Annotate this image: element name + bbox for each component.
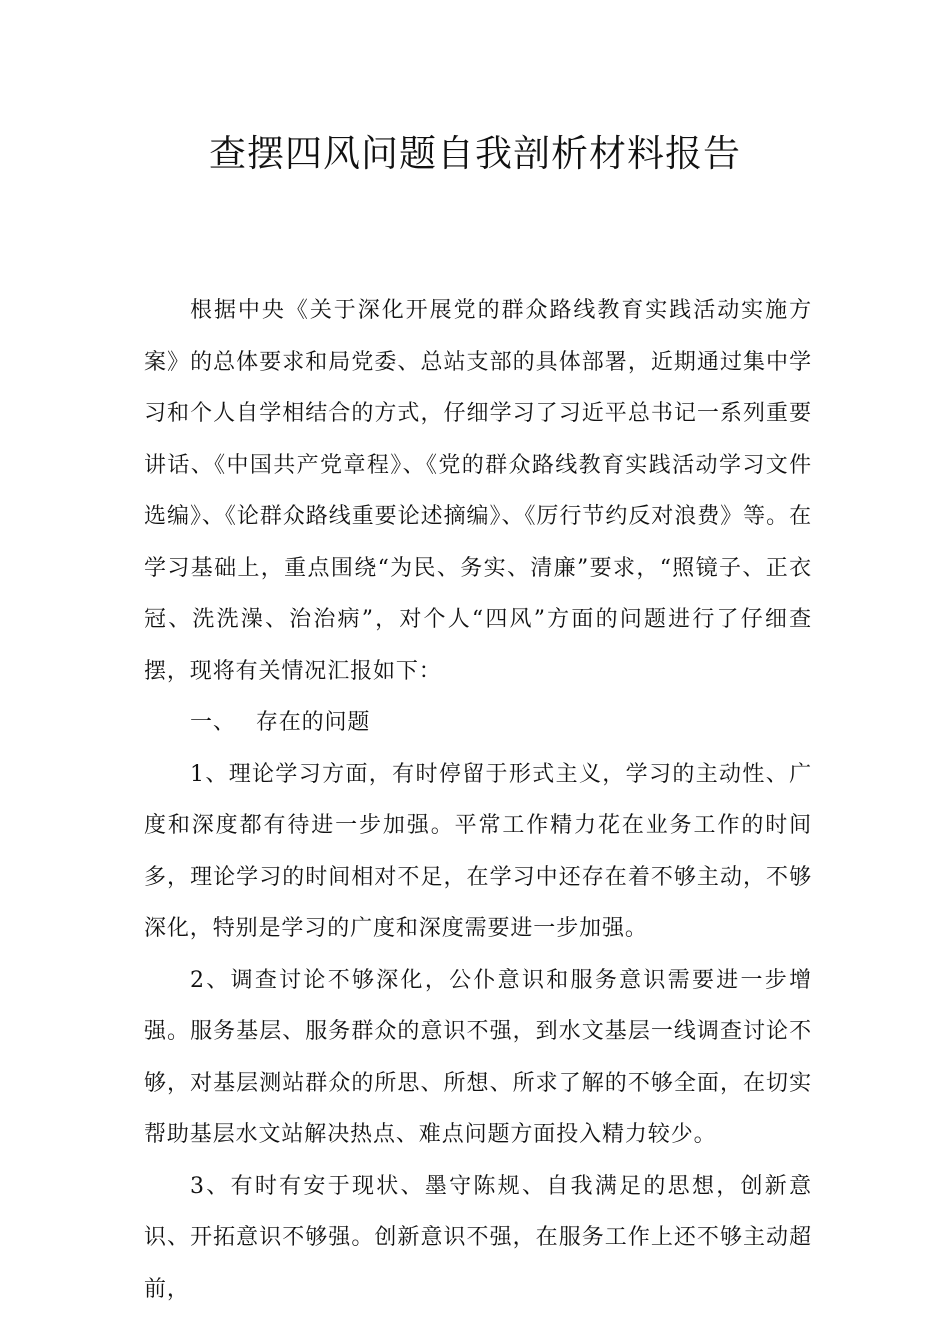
item-paragraph-1: 1、理论学习方面，有时停留于形式主义，学习的主动性、广度和深度都有待进一步加强。平常工作精力花在业务工作的时间多，理论学习的时间相对不足，在学习中还存在着不够主动，不够深化，特别是学习的广度和深度需要进一步加强。 [144,761,812,941]
section-heading [144,697,812,749]
item-paragraph-3: 3、有时有安于现状、墨守陈规、自我满足的思想，创新意识、开拓意识不够强。创新意识不强，在服务工作上还不够主动超前， [144,1173,812,1302]
section-number: 一、 [190,710,236,735]
document-title: 查摆四风问题自我剖析材料报告 [209,132,741,175]
item-paragraph-2: 2、调查讨论不够深化，公仆意识和服务意识需要进一步增强。服务基层、服务群众的意识不强，到水文基层一线调查讨论不够，对基层测站群众的所思、所想、所求了解的不够全面，在切实帮助基层水文站解决热点、难点问题方面投入精力较少。 [144,967,812,1147]
section-title: 存在的问题 [255,710,371,735]
intro-paragraph: 根据中央《关于深化开展党的群众路线教育实践活动实施方案》的总体要求和局党委、总站支部的具体部署，近期通过集中学习和个人自学相结合的方式，仔细学习了习近平总书记一系列重要讲话、《中国共产党章程》、《党的群众路线教育实践活动学习文件选编》、《论群众路线重要论述摘编》、《厉行节约反对浪费》等。在学习基础上，重点围绕“为民、务实、清廉”要求，“照镜子、正衣冠、洗洗澡、治治病”，对个人“四风”方面的问题进行了仔细查摆，现将有关情况汇报如下： [144,298,812,684]
document-body [144,285,812,1315]
